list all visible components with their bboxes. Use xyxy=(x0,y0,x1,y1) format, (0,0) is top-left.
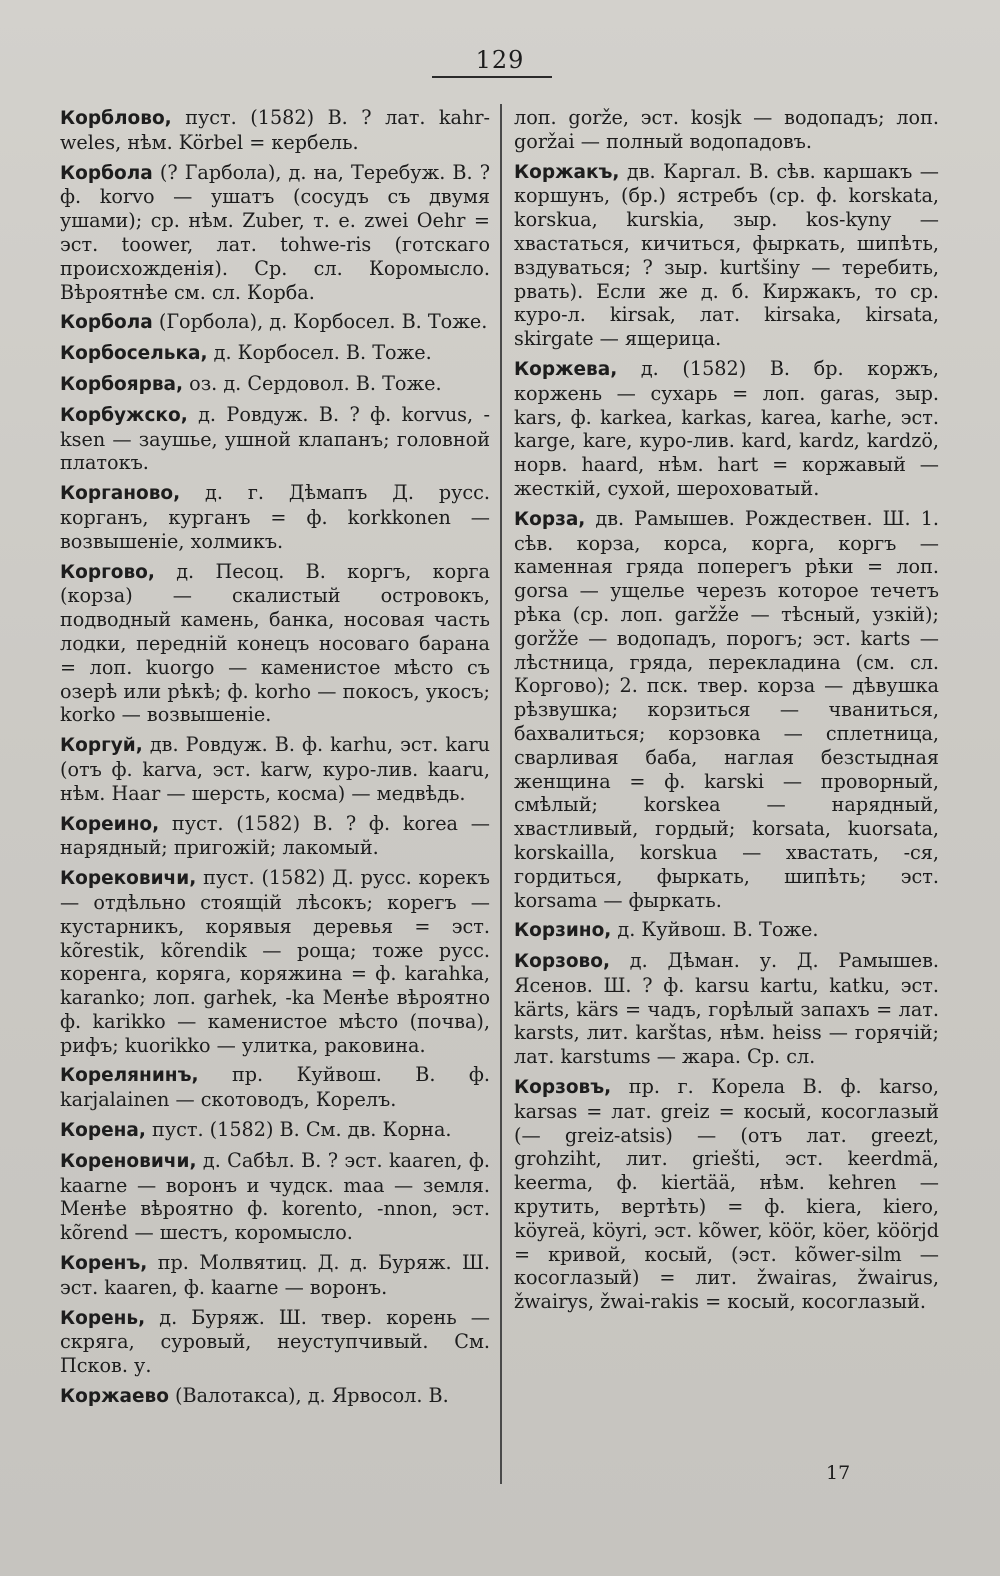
entry-headword: Коржева, xyxy=(514,358,618,380)
dictionary-entry xyxy=(514,918,939,943)
entry-definition: д. Ровдуж. В. ? ф. korvus, -ksen — заушье, ушной клапанъ; головной платокъ. xyxy=(60,402,490,475)
dictionary-entry xyxy=(60,403,490,475)
dictionary-entry xyxy=(514,357,939,501)
dictionary-entry xyxy=(60,1384,490,1409)
entry-definition: д. (1582) В. бр. коржъ, коржень — сухарь = лоп. garas, зыр. kars, ф. karkea, karkas, karea, karhe, эст. karge, kare, куро-лив. kard, kardz, kardzö, норв. haard, нѣм. hart = коржавый — жесткій, сухой, шероховатый. xyxy=(514,356,939,500)
dictionary-entry xyxy=(60,733,490,805)
entry-headword: Корблово, xyxy=(60,108,172,129)
entry-headword: Корзовъ, xyxy=(514,1077,612,1099)
dictionary-entry xyxy=(60,1306,490,1378)
dictionary-entry xyxy=(60,812,490,861)
entry-definition: пр. Молвятиц. Д. д. Буряж. Ш. эст. kaaren, ф. kaarne — воронъ. xyxy=(60,1251,490,1299)
dictionary-entry xyxy=(60,1063,490,1112)
entry-definition: д. г. Дѣмапъ Д. русс. корганъ, курганъ = ф. korkkonen — возвышеніе, холмикъ. xyxy=(60,481,490,553)
dictionary-entry xyxy=(60,310,490,335)
left-column xyxy=(60,106,490,1411)
dictionary-entry xyxy=(60,481,490,553)
entry-definition: (Горбола), д. Корбосел. В. Тоже. xyxy=(152,310,488,334)
entry-definition: пуст. (1582) В. ? лат. kahr-weles, нѣм. Körbel = кербель. xyxy=(60,106,490,154)
entry-headword: Корена, xyxy=(60,1120,146,1142)
column-divider xyxy=(500,104,502,1484)
entry-headword: Корбоселька, xyxy=(60,343,208,365)
entry-headword: Корбужско, xyxy=(60,404,188,426)
entry-definition: пуст. (1582) В. ? ф. korea — нарядный; пригожій; лакомый. xyxy=(60,811,490,860)
entry-definition: (? Гарбола), д. на, Теребуж. В. ? ф. korvo — ушатъ (сосудъ съ двумя ушами); ср. нѣм. Zuber, т. е. zwei Oehr = эст. toower, лат. tohwe-ris (готскаго происхожденія). Ср. сл. Коромысло. Вѣроятнѣе см. сл. Корба. xyxy=(60,160,490,304)
dictionary-entry xyxy=(60,161,490,305)
entry-headword: Корелянинъ, xyxy=(60,1065,199,1087)
entry-definition: д. Куйвош. В. Тоже. xyxy=(611,918,819,942)
dictionary-entry xyxy=(60,372,490,397)
entry-headword: Корзино, xyxy=(514,920,612,942)
entry-definition: пр. г. Корела В. ф. karso, karsas = лат. greiz = косый, косоглазый (— greiz-atsis) — (отъ лат. greezt, grohziht, лит. griešti, эст. keerdmä, keerma, ф. kiertää, нѣм. kehren — крутить, вертѣть) = ф. kiera, kiero, köyreä, köyri, эст. kõwer, köör, köer, köörjd = кривой, косый, (эст. kõwer-silm — косоглазый) = лит. žwairas, žwairus, žwairys, žwai-rakis = косый, косоглазый. xyxy=(514,1075,939,1314)
dictionary-entry xyxy=(514,949,939,1069)
entry-headword: Корень, xyxy=(60,1307,146,1329)
entry-headword: Корбола xyxy=(60,312,153,334)
right-column xyxy=(514,106,939,1316)
entry-headword: Корбола xyxy=(60,162,153,184)
page-number-rule xyxy=(432,76,552,78)
entry-definition: лоп. gorže, эст. kosjk — водопадъ; лоп. goržai — полный водопадовъ. xyxy=(514,106,939,153)
page-number: 129 xyxy=(475,46,525,74)
dictionary-entry xyxy=(60,866,490,1057)
entry-definition: оз. д. Сердовол. В. Тоже. xyxy=(183,371,442,395)
entry-definition: дв. Ровдуж. В. ф. karhu, эст. karu (отъ ф. karva, эст. karw, куро-лив. kaaru, нѣм. Haar — шерсть, косма) — медвѣдь. xyxy=(60,733,490,805)
entry-definition: дв. Каргал. В. сѣв. каршакъ — коршунъ, (бр.) ястребъ (ср. ф. korskata, korskua, kurskia, зыр. kos-kyny — хвастаться, кичиться, фыркать, шипѣть, вздуваться; ? зыр. kurtšiny — теребить, рвать). Если же д. б. Киржакъ, то ср. куро-л. kirsak, лат. kirsaka, kirsata, skirgate — ящерица. xyxy=(514,159,939,351)
entry-headword: Кореновичи, xyxy=(60,1150,197,1172)
dictionary-entry xyxy=(60,106,490,155)
entry-headword: Кореино, xyxy=(60,813,160,835)
entry-definition: пр. Куйвош. В. ф. karjalainen — скотоводъ, Корелъ. xyxy=(60,1063,490,1112)
entry-headword: Корза, xyxy=(514,508,586,530)
dictionary-entry xyxy=(514,160,939,351)
entry-headword: Коргуй, xyxy=(60,735,143,757)
entry-definition: д. Дѣман. у. Д. Рамышев. Ясенов. Ш. ? ф. karsu kartu, katku, эст. kärts, kärs = чадъ, горѣлый запахъ = лат. karsts, лит. karštas, нѣм. heiss — горячій; лат. karstums — жара. Ср. сл. xyxy=(514,949,939,1069)
dictionary-entry xyxy=(60,560,490,728)
dictionary-entry xyxy=(514,1075,939,1314)
dictionary-entry xyxy=(60,1251,490,1300)
entry-headword: Коргово, xyxy=(60,561,155,583)
dictionary-entry xyxy=(60,1118,490,1143)
entry-definition: д. Корбосел. В. Тоже. xyxy=(207,341,432,365)
entry-headword: Корековичи, xyxy=(60,868,197,890)
entry-headword: Корганово, xyxy=(60,483,181,505)
entry-headword: Корбоярва, xyxy=(60,373,184,395)
dictionary-entry xyxy=(514,507,939,913)
signature-mark: 17 xyxy=(826,1462,851,1484)
entry-definition: д. Песоц. В. коргъ, корга (корза) — скалистый островокъ, подводный камень, банка, носовая часть лодки, передній конецъ носоваго барана = лоп. kuorgo — каменистое мѣсто съ озерѣ или рѣкѣ; ф. korho — покосъ, укосъ; korko — возвышеніе. xyxy=(60,559,490,727)
dictionary-entry xyxy=(60,341,490,366)
entry-headword: Коржакъ, xyxy=(514,161,620,183)
dictionary-entry xyxy=(60,1149,490,1245)
entry-definition: д. Буряж. Ш. твер. корень — скряга, суровый, неуступчивый. См. Псков. у. xyxy=(60,1305,490,1378)
entry-definition: дв. Рамышев. Рождествен. Ш. 1. сѣв. корза, корса, корга, коргъ — каменная гряда поперегъ рѣки = лоп. gorsa — ущелье черезъ которое течетъ рѣка (ср. лоп. garžže — тѣсный, узкій); goržže — водопадъ, порогъ; эст. karts — лѣстница, гряда, перекладина (см. сл. Коргово); 2. пск. твер. корза — дѣвушка рѣзвушка; корзиться — чваниться, бахвалиться; корзовка — сплетница, сварливая баба, наглая безстыдная женщина = ф. karski — проворный, смѣлый; korskea — нарядный, хвастливый, гордый; korsata, kuorsata, korskailla, korskua — хвастать, -ся, гордиться, фыркать, шипѣть; эст. korsama — фыркать. xyxy=(514,506,939,912)
dictionary-entry xyxy=(514,106,939,154)
entry-headword: Коржаево xyxy=(60,1386,169,1408)
entry-headword: Корзово, xyxy=(514,951,610,973)
entry-definition: пуст. (1582) В. См. дв. Корна. xyxy=(145,1118,452,1142)
entry-definition: д. Сабѣл. В. ? эст. kaaren, ф. kaarne — воронъ и чудск. maa — земля. Менѣе вѣроятно ф. korento, -nnon, эст. kõrend — шестъ, коромысло. xyxy=(60,1148,490,1245)
entry-definition: (Валотакса), д. Ярвосол. В. xyxy=(168,1384,449,1408)
entry-headword: Коренъ, xyxy=(60,1253,148,1275)
entry-definition: пуст. (1582) Д. русс. корекъ — отдѣльно стоящій лѣсокъ; корегъ — кустарникъ, корявыя деревья = эст. kõrestik, kõrendik — роща; тоже русс. коренга, коряга, коряжина = ф. karahka, karanko; лоп. garhek, -ka Менѣе вѣроятно ф. karikko — каменистое мѣсто (почва), рифъ; kuorikko — улитка, раковина. xyxy=(60,866,490,1057)
